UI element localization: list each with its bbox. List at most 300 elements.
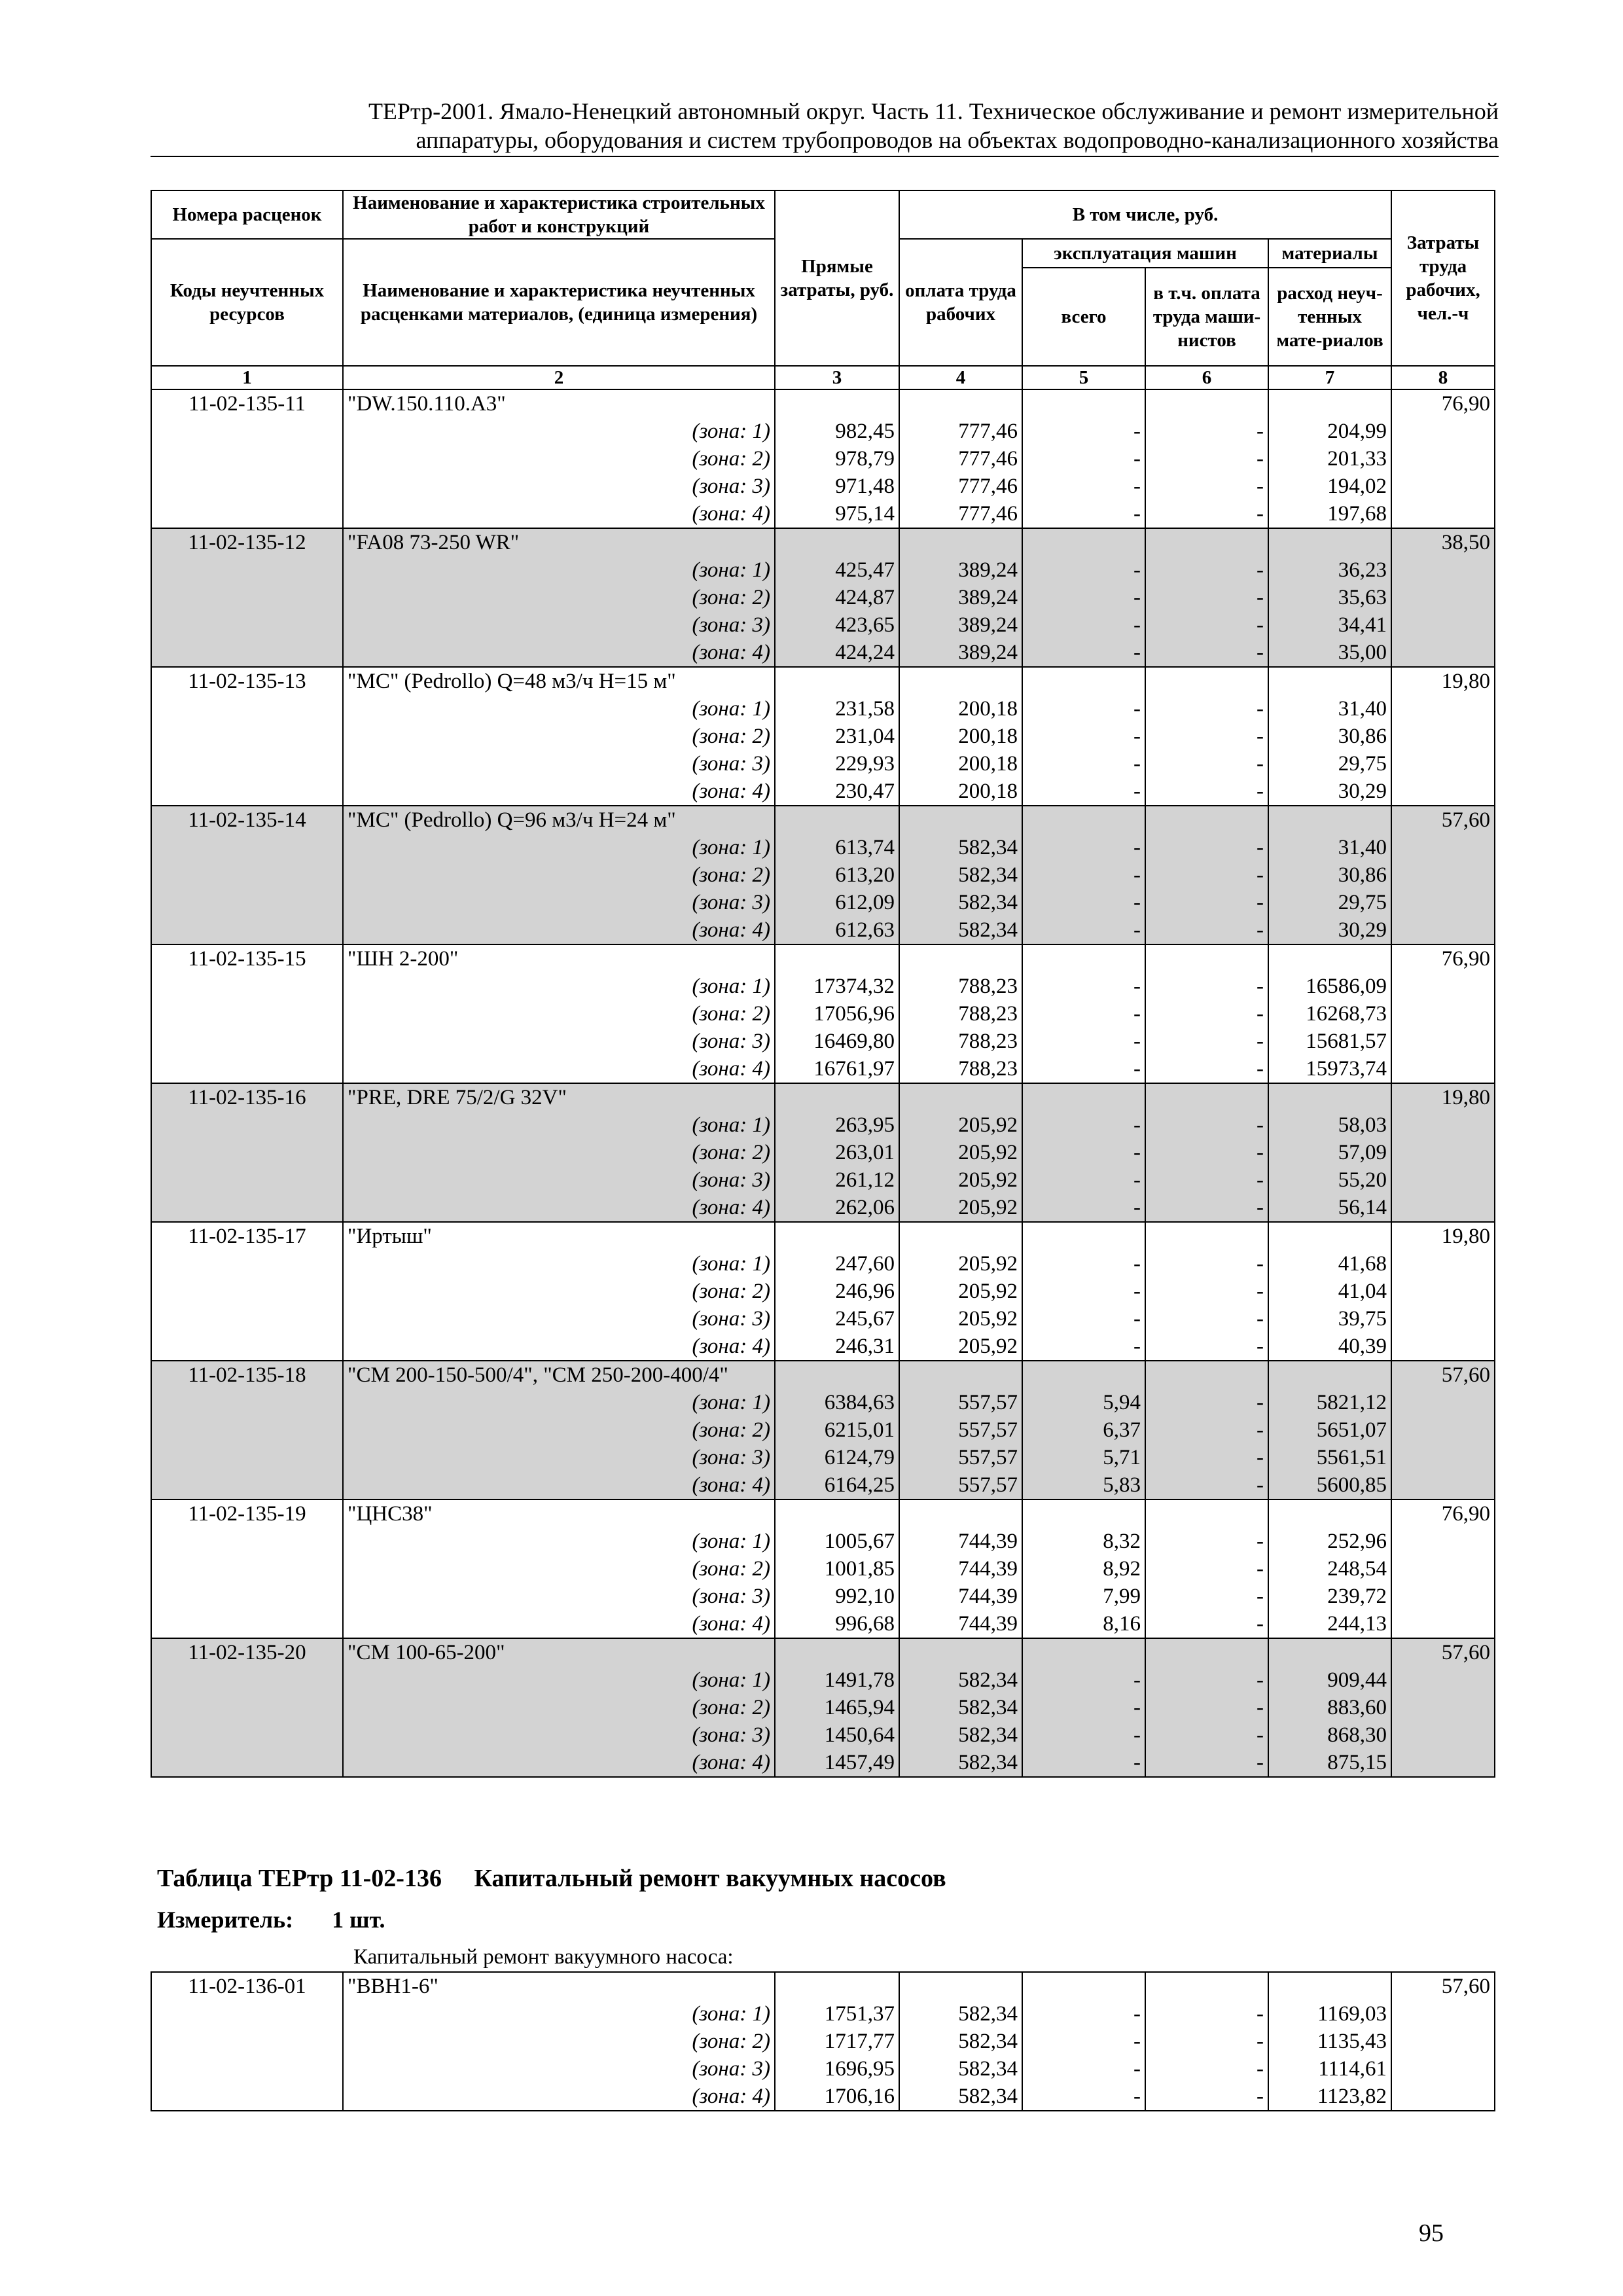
empty-cell — [151, 1555, 343, 1583]
direct-costs: 982,45 — [775, 418, 899, 445]
direct-costs: 229,93 — [775, 750, 899, 778]
empty-cell — [151, 1166, 343, 1194]
empty-cell — [151, 1055, 343, 1083]
worker-pay: 777,46 — [899, 445, 1022, 473]
materials-cost: 5600,85 — [1268, 1471, 1391, 1499]
rate-header-row — [151, 1361, 1495, 1389]
machines-total: - — [1022, 2055, 1145, 2083]
zone-row — [151, 695, 1495, 723]
rate-name: "СМ 200-150-500/4", "СМ 250-200-400/4" — [343, 1361, 775, 1389]
zone-label: (зона: 1) — [343, 1528, 775, 1555]
materials-cost: 201,33 — [1268, 445, 1391, 473]
rate-code: 11-02-135-11 — [151, 389, 343, 418]
materials-cost: 5561,51 — [1268, 1444, 1391, 1471]
empty-cell — [1022, 1361, 1145, 1389]
machinist-pay: - — [1145, 1471, 1268, 1499]
empty-cell — [1391, 916, 1495, 944]
machinist-pay: - — [1145, 473, 1268, 500]
labor-cost: 19,80 — [1391, 1222, 1495, 1250]
empty-cell — [1022, 389, 1145, 418]
worker-pay: 582,34 — [899, 889, 1022, 916]
worker-pay: 582,34 — [899, 2083, 1022, 2111]
zone-row — [151, 889, 1495, 916]
zone-label: (зона: 3) — [343, 473, 775, 500]
zone-row — [151, 1250, 1495, 1278]
materials-cost: 16268,73 — [1268, 1000, 1391, 1028]
empty-cell — [899, 389, 1022, 418]
zone-row — [151, 778, 1495, 806]
empty-cell — [1022, 667, 1145, 695]
empty-cell — [151, 1000, 343, 1028]
empty-cell — [899, 1638, 1022, 1666]
direct-costs: 231,04 — [775, 723, 899, 750]
direct-costs: 996,68 — [775, 1610, 899, 1638]
labor-cost: 57,60 — [1391, 1361, 1495, 1389]
empty-cell — [1268, 806, 1391, 834]
zone-label: (зона: 2) — [343, 723, 775, 750]
direct-costs: 262,06 — [775, 1194, 899, 1222]
worker-pay: 744,39 — [899, 1610, 1022, 1638]
labor-cost: 38,50 — [1391, 528, 1495, 556]
materials-cost: 875,15 — [1268, 1749, 1391, 1777]
empty-cell — [1391, 1028, 1495, 1055]
direct-costs: 6215,01 — [775, 1416, 899, 1444]
empty-cell — [899, 944, 1022, 973]
worker-pay: 582,34 — [899, 1749, 1022, 1777]
machines-total: 5,71 — [1022, 1444, 1145, 1471]
empty-cell — [1391, 1139, 1495, 1166]
worker-pay: 777,46 — [899, 418, 1022, 445]
zone-row — [151, 2055, 1495, 2083]
materials-cost: 58,03 — [1268, 1111, 1391, 1139]
empty-cell — [1391, 1583, 1495, 1610]
materials-cost: 29,75 — [1268, 889, 1391, 916]
machinist-pay: - — [1145, 1250, 1268, 1278]
machines-total: - — [1022, 1333, 1145, 1361]
materials-cost: 39,75 — [1268, 1305, 1391, 1333]
empty-cell — [1391, 2055, 1495, 2083]
worker-pay: 200,18 — [899, 778, 1022, 806]
empty-cell — [151, 418, 343, 445]
materials-cost: 15973,74 — [1268, 1055, 1391, 1083]
worker-pay: 582,34 — [899, 861, 1022, 889]
vacuum-pumps-table — [151, 1971, 1495, 2111]
empty-cell — [1145, 1638, 1268, 1666]
worker-pay: 582,34 — [899, 2000, 1022, 2028]
materials-cost: 239,72 — [1268, 1583, 1391, 1610]
header-rule — [151, 156, 1499, 157]
empty-cell — [151, 834, 343, 861]
empty-cell — [1391, 2000, 1495, 2028]
empty-cell — [151, 500, 343, 528]
zone-row — [151, 1194, 1495, 1222]
machinist-pay: - — [1145, 973, 1268, 1000]
col-rate-number: Номера расценок — [151, 190, 343, 239]
empty-cell — [151, 2055, 343, 2083]
machinist-pay: - — [1145, 750, 1268, 778]
materials-cost: 15681,57 — [1268, 1028, 1391, 1055]
machinist-pay: - — [1145, 1666, 1268, 1694]
zone-row — [151, 861, 1495, 889]
empty-cell — [1391, 1111, 1495, 1139]
direct-costs: 6124,79 — [775, 1444, 899, 1471]
zone-row — [151, 1555, 1495, 1583]
empty-cell — [775, 1972, 899, 2000]
empty-cell — [1391, 750, 1495, 778]
zone-row — [151, 1416, 1495, 1444]
col-material-name: Наименование и характеристика неучтенных расценками материалов, (единица измерения) — [343, 239, 775, 366]
zone-row — [151, 723, 1495, 750]
empty-cell — [151, 778, 343, 806]
zone-row — [151, 2028, 1495, 2055]
zone-row — [151, 916, 1495, 944]
labor-cost: 76,90 — [1391, 944, 1495, 973]
zone-label: (зона: 3) — [343, 1166, 775, 1194]
materials-cost: 30,86 — [1268, 723, 1391, 750]
zone-label: (зона: 4) — [343, 778, 775, 806]
zone-label: (зона: 3) — [343, 611, 775, 639]
header-line-1: ТЕРтр-2001. Ямало-Ненецкий автономный округ. Часть 11. Техническое обслуживание и ремонт измерительной — [368, 98, 1499, 124]
materials-cost: 35,00 — [1268, 639, 1391, 667]
machines-total: - — [1022, 723, 1145, 750]
direct-costs: 992,10 — [775, 1583, 899, 1610]
machines-total: - — [1022, 445, 1145, 473]
machines-total: - — [1022, 2028, 1145, 2055]
rate-code: 11-02-135-14 — [151, 806, 343, 834]
machines-total: - — [1022, 1111, 1145, 1139]
empty-cell — [151, 2028, 343, 2055]
empty-cell — [1391, 1471, 1495, 1499]
empty-cell — [1391, 1278, 1495, 1305]
zone-row — [151, 2000, 1495, 2028]
worker-pay: 788,23 — [899, 1000, 1022, 1028]
empty-cell — [899, 806, 1022, 834]
direct-costs: 1696,95 — [775, 2055, 899, 2083]
empty-cell — [151, 1250, 343, 1278]
worker-pay: 200,18 — [899, 723, 1022, 750]
empty-cell — [151, 1749, 343, 1777]
worker-pay: 557,57 — [899, 1444, 1022, 1471]
worker-pay: 744,39 — [899, 1583, 1022, 1610]
page-number: 95 — [1419, 2219, 1444, 2247]
machinist-pay: - — [1145, 445, 1268, 473]
empty-cell — [775, 1083, 899, 1111]
zone-label: (зона: 4) — [343, 639, 775, 667]
empty-cell — [1391, 1749, 1495, 1777]
empty-cell — [1022, 1222, 1145, 1250]
zone-row — [151, 1471, 1495, 1499]
machinist-pay: - — [1145, 418, 1268, 445]
machinist-pay: - — [1145, 834, 1268, 861]
empty-cell — [151, 611, 343, 639]
zone-label: (зона: 4) — [343, 1471, 775, 1499]
empty-cell — [1391, 1444, 1495, 1471]
zone-row — [151, 1278, 1495, 1305]
empty-cell — [1022, 1972, 1145, 2000]
machines-total: - — [1022, 1305, 1145, 1333]
machines-total: - — [1022, 556, 1145, 584]
worker-pay: 788,23 — [899, 1055, 1022, 1083]
machinist-pay: - — [1145, 723, 1268, 750]
machines-total: - — [1022, 778, 1145, 806]
machinist-pay: - — [1145, 611, 1268, 639]
worker-pay: 788,23 — [899, 973, 1022, 1000]
machines-total: - — [1022, 473, 1145, 500]
zone-label: (зона: 1) — [343, 1250, 775, 1278]
rate-header-row — [151, 1499, 1495, 1528]
empty-cell — [151, 1194, 343, 1222]
worker-pay: 389,24 — [899, 639, 1022, 667]
materials-cost: 1123,82 — [1268, 2083, 1391, 2111]
materials-cost: 41,04 — [1268, 1278, 1391, 1305]
rate-code: 11-02-135-15 — [151, 944, 343, 973]
rate-name: "ШН 2-200" — [343, 944, 775, 973]
machines-total: - — [1022, 750, 1145, 778]
empty-cell — [899, 1972, 1022, 2000]
empty-cell — [1391, 834, 1495, 861]
machinist-pay: - — [1145, 1444, 1268, 1471]
zone-label: (зона: 2) — [343, 1694, 775, 1721]
col-including: В том числе, руб. — [899, 190, 1391, 239]
machines-total: 6,37 — [1022, 1416, 1145, 1444]
empty-cell — [1022, 1499, 1145, 1528]
machinist-pay: - — [1145, 1028, 1268, 1055]
materials-cost: 5821,12 — [1268, 1389, 1391, 1416]
empty-cell — [1391, 1000, 1495, 1028]
empty-cell — [1145, 944, 1268, 973]
rate-header-row — [151, 944, 1495, 973]
rate-code: 11-02-135-18 — [151, 1361, 343, 1389]
machinist-pay: - — [1145, 1166, 1268, 1194]
col-labor-costs: Затраты труда рабочих, чел.-ч — [1391, 190, 1495, 366]
empty-cell — [1268, 528, 1391, 556]
empty-cell — [151, 2000, 343, 2028]
empty-cell — [1391, 1166, 1495, 1194]
machinist-pay: - — [1145, 2055, 1268, 2083]
zone-row — [151, 1389, 1495, 1416]
zone-label: (зона: 2) — [343, 1000, 775, 1028]
empty-cell — [151, 473, 343, 500]
zone-row — [151, 584, 1495, 611]
zone-label: (зона: 3) — [343, 1305, 775, 1333]
zone-row — [151, 1139, 1495, 1166]
zone-label: (зона: 3) — [343, 1028, 775, 1055]
col-number-7: 7 — [1268, 366, 1391, 389]
direct-costs: 424,87 — [775, 584, 899, 611]
machines-total: - — [1022, 500, 1145, 528]
rate-name: "FA08 73-250 WR" — [343, 528, 775, 556]
zone-label: (зона: 4) — [343, 1333, 775, 1361]
empty-cell — [775, 944, 899, 973]
empty-cell — [1391, 1528, 1495, 1555]
labor-cost: 57,60 — [1391, 806, 1495, 834]
machinist-pay: - — [1145, 1111, 1268, 1139]
col-direct-costs: Прямые затраты, руб. — [775, 190, 899, 366]
rate-name: "МС" (Pedrollo) Q=48 м3/ч H=15 м" — [343, 667, 775, 695]
worker-pay: 205,92 — [899, 1166, 1022, 1194]
machinist-pay: - — [1145, 1416, 1268, 1444]
machines-total: - — [1022, 1721, 1145, 1749]
direct-costs: 6384,63 — [775, 1389, 899, 1416]
col-number-1: 1 — [151, 366, 343, 389]
empty-cell — [1145, 1222, 1268, 1250]
machines-total: - — [1022, 611, 1145, 639]
worker-pay: 582,34 — [899, 834, 1022, 861]
materials-cost: 29,75 — [1268, 750, 1391, 778]
direct-costs: 971,48 — [775, 473, 899, 500]
rate-code: 11-02-135-12 — [151, 528, 343, 556]
direct-costs: 6164,25 — [775, 1471, 899, 1499]
machines-total: 8,92 — [1022, 1555, 1145, 1583]
zone-label: (зона: 4) — [343, 2083, 775, 2111]
direct-costs: 1717,77 — [775, 2028, 899, 2055]
empty-cell — [151, 1111, 343, 1139]
machinist-pay: - — [1145, 1555, 1268, 1583]
materials-cost: 16586,09 — [1268, 973, 1391, 1000]
rate-header-row — [151, 667, 1495, 695]
empty-cell — [775, 1361, 899, 1389]
direct-costs: 425,47 — [775, 556, 899, 584]
machines-total: - — [1022, 1250, 1145, 1278]
zone-row — [151, 500, 1495, 528]
rate-code: 11-02-135-13 — [151, 667, 343, 695]
direct-costs: 424,24 — [775, 639, 899, 667]
worker-pay: 205,92 — [899, 1111, 1022, 1139]
machinist-pay: - — [1145, 889, 1268, 916]
empty-cell — [1391, 1610, 1495, 1638]
meter-label: Измеритель: — [157, 1907, 294, 1933]
direct-costs: 975,14 — [775, 500, 899, 528]
empty-cell — [151, 750, 343, 778]
table-body — [151, 1972, 1495, 2111]
zone-label: (зона: 2) — [343, 584, 775, 611]
empty-cell — [1145, 667, 1268, 695]
worker-pay: 205,92 — [899, 1194, 1022, 1222]
materials-cost: 36,23 — [1268, 556, 1391, 584]
rate-code: 11-02-135-20 — [151, 1638, 343, 1666]
empty-cell — [899, 1499, 1022, 1528]
materials-cost: 30,29 — [1268, 778, 1391, 806]
machines-total: - — [1022, 889, 1145, 916]
machinist-pay: - — [1145, 1305, 1268, 1333]
materials-cost: 248,54 — [1268, 1555, 1391, 1583]
machines-total: 8,32 — [1022, 1528, 1145, 1555]
zone-label: (зона: 2) — [343, 1555, 775, 1583]
worker-pay: 582,34 — [899, 1721, 1022, 1749]
empty-cell — [775, 528, 899, 556]
empty-cell — [1391, 695, 1495, 723]
zone-label: (зона: 2) — [343, 1139, 775, 1166]
labor-cost: 57,60 — [1391, 1638, 1495, 1666]
empty-cell — [1268, 944, 1391, 973]
machines-total: - — [1022, 1278, 1145, 1305]
direct-costs: 247,60 — [775, 1250, 899, 1278]
machines-total: 7,99 — [1022, 1583, 1145, 1610]
direct-costs: 246,96 — [775, 1278, 899, 1305]
zone-row — [151, 1028, 1495, 1055]
zone-label: (зона: 2) — [343, 445, 775, 473]
empty-cell — [151, 1389, 343, 1416]
rate-header-row — [151, 389, 1495, 418]
col-materials: материалы — [1268, 239, 1391, 268]
labor-cost: 19,80 — [1391, 1083, 1495, 1111]
empty-cell — [1022, 528, 1145, 556]
rate-code: 11-02-135-17 — [151, 1222, 343, 1250]
zone-label: (зона: 4) — [343, 500, 775, 528]
machines-total: 5,83 — [1022, 1471, 1145, 1499]
direct-costs: 1465,94 — [775, 1694, 899, 1721]
section-table-title: Капитальный ремонт вакуумных насосов — [474, 1865, 946, 1892]
zone-row — [151, 1000, 1495, 1028]
empty-cell — [1391, 1305, 1495, 1333]
empty-cell — [1268, 1361, 1391, 1389]
empty-cell — [151, 2083, 343, 2111]
zone-row — [151, 1166, 1495, 1194]
worker-pay: 389,24 — [899, 556, 1022, 584]
direct-costs: 230,47 — [775, 778, 899, 806]
machinist-pay: - — [1145, 695, 1268, 723]
machines-total: - — [1022, 861, 1145, 889]
zone-label: (зона: 1) — [343, 973, 775, 1000]
materials-cost: 194,02 — [1268, 473, 1391, 500]
empty-cell — [1145, 1972, 1268, 2000]
machinist-pay: - — [1145, 1389, 1268, 1416]
direct-costs: 245,67 — [775, 1305, 899, 1333]
direct-costs: 1457,49 — [775, 1749, 899, 1777]
empty-cell — [151, 861, 343, 889]
table-body — [151, 389, 1495, 1777]
zone-label: (зона: 4) — [343, 1749, 775, 1777]
worker-pay: 744,39 — [899, 1528, 1022, 1555]
zone-label: (зона: 4) — [343, 916, 775, 944]
empty-cell — [1145, 528, 1268, 556]
worker-pay: 582,34 — [899, 2055, 1022, 2083]
zone-row — [151, 1694, 1495, 1721]
empty-cell — [1391, 1055, 1495, 1083]
empty-cell — [151, 1139, 343, 1166]
machinist-pay: - — [1145, 1000, 1268, 1028]
materials-cost: 252,96 — [1268, 1528, 1391, 1555]
empty-cell — [1268, 1499, 1391, 1528]
rate-header-row — [151, 1222, 1495, 1250]
materials-cost: 30,86 — [1268, 861, 1391, 889]
worker-pay: 205,92 — [899, 1278, 1022, 1305]
zone-label: (зона: 1) — [343, 556, 775, 584]
zone-row — [151, 473, 1495, 500]
direct-costs: 613,20 — [775, 861, 899, 889]
materials-cost: 34,41 — [1268, 611, 1391, 639]
section-title — [157, 1864, 972, 1893]
machines-total: - — [1022, 418, 1145, 445]
col-worker-pay: оплата труда рабочих — [899, 239, 1022, 366]
worker-pay: 389,24 — [899, 584, 1022, 611]
meter — [157, 1906, 418, 1933]
materials-cost: 204,99 — [1268, 418, 1391, 445]
machines-total: - — [1022, 973, 1145, 1000]
machinist-pay: - — [1145, 2000, 1268, 2028]
empty-cell — [151, 639, 343, 667]
rate-name: "PRE, DRE 75/2/G 32V" — [343, 1083, 775, 1111]
zone-label: (зона: 2) — [343, 1416, 775, 1444]
direct-costs: 16761,97 — [775, 1055, 899, 1083]
empty-cell — [151, 1694, 343, 1721]
materials-cost: 883,60 — [1268, 1694, 1391, 1721]
direct-costs: 1001,85 — [775, 1555, 899, 1583]
machines-total: - — [1022, 1694, 1145, 1721]
worker-pay: 200,18 — [899, 695, 1022, 723]
empty-cell — [1022, 1638, 1145, 1666]
empty-cell — [151, 584, 343, 611]
